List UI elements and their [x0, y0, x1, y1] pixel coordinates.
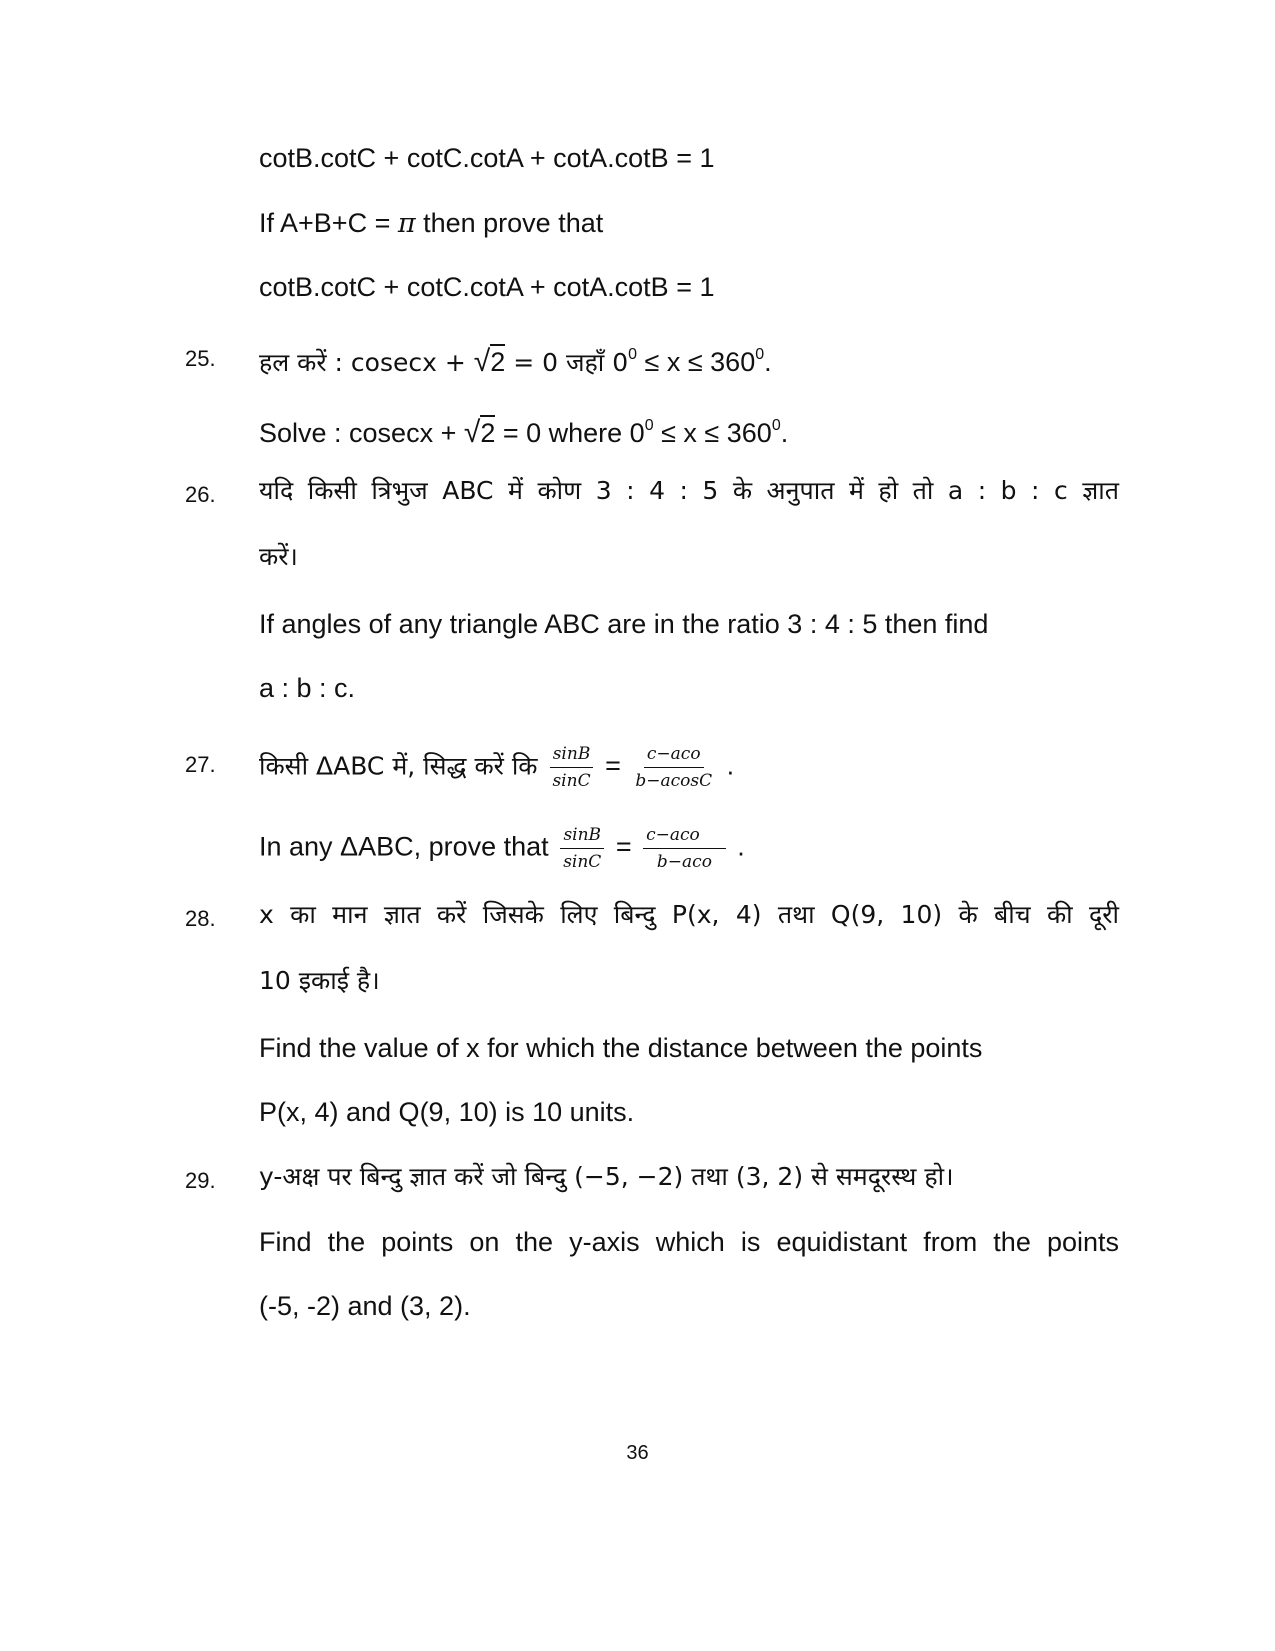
q28-hindi-line2: 10 इकाई है।	[259, 966, 380, 995]
q27-hi-end: .	[719, 750, 735, 781]
q25-english	[259, 409, 1119, 450]
q25-hi-pre: हल करें : cosecx +	[259, 348, 474, 377]
q29-english-line1: Find the points on the y-axis which is equidistant from the points	[259, 1227, 1119, 1257]
q25-hindi	[259, 338, 1119, 380]
q28-hindi-line1: x का मान ज्ञात करें जिसके लिए बिन्दु P(x, 4) तथा Q(9, 10) के बीच की दूरी	[259, 900, 1119, 929]
fraction-sinB-sinC	[549, 743, 593, 792]
q27-english	[259, 824, 1119, 873]
q27-en-pre: In any ΔABC, prove that	[259, 831, 557, 862]
q25-en-mid: = 0 where 0	[495, 418, 645, 448]
fraction-numerator: sinB	[560, 824, 604, 849]
sqrt-symbol: √2	[473, 345, 506, 378]
q25-en-end: .	[780, 418, 789, 448]
q29-hindi-line1: y-अक्ष पर बिन्दु ज्ञात करें जो बिन्दु (−5, −2) तथा (3, 2) से समदूरस्थ हो।	[259, 1162, 954, 1191]
q25-en-mid2: ≤ x ≤ 360	[653, 418, 772, 448]
question-number-28: 28.	[185, 906, 216, 931]
equals-sign: =	[597, 750, 629, 781]
identity-line-english: cotB.cotC + cotC.cotA + cotA.cotB = 1	[259, 272, 715, 302]
q25-hi-end: .	[764, 347, 772, 377]
question-number-25: 25.	[185, 346, 216, 371]
sqrt-symbol: √2	[463, 416, 496, 449]
fraction-sinB-sinC	[560, 824, 604, 873]
q27-hi-pre: किसी ΔABC में, सिद्ध करें कि	[259, 751, 546, 781]
q28-english-line1: Find the value of x for which the distance between the points	[259, 1033, 983, 1063]
fraction-denominator: b−aco	[656, 852, 712, 872]
question-number-26: 26.	[185, 482, 216, 507]
fraction-numerator: c−aco	[643, 824, 726, 849]
equals-sign: =	[608, 831, 640, 862]
q25-hi-mid2: ≤ x ≤ 360	[637, 347, 756, 377]
q28-english-line2: P(x, 4) and Q(9, 10) is 10 units.	[259, 1097, 635, 1127]
degree-sup: 0	[755, 346, 765, 363]
q26-english-line2: a : b : c.	[259, 673, 356, 703]
fraction-denominator: b−acosC	[635, 771, 713, 791]
q27-en-end: .	[729, 831, 745, 862]
fraction-denominator: sinC	[563, 852, 602, 872]
given-pre: If A+B+C =	[259, 208, 398, 238]
question-number-27: 27.	[185, 752, 216, 777]
sqrt-radicand: 2	[490, 344, 505, 377]
fraction-numerator: c−aco	[644, 743, 704, 768]
q29-english-line2: (-5, -2) and (3, 2).	[259, 1291, 471, 1321]
q27-hindi	[259, 743, 1119, 792]
fraction-numerator: sinB	[550, 743, 594, 768]
q26-hindi-line1: यदि किसी त्रिभुज ABC में कोण 3 : 4 : 5 के अनुपात में हो तो a : b : c ज्ञात	[259, 476, 1119, 505]
degree-sup: 0	[644, 417, 654, 434]
fraction-rhs	[643, 824, 726, 873]
pi-symbol: π	[397, 208, 416, 239]
fraction-denominator: sinC	[552, 771, 591, 791]
question-number-29: 29.	[185, 1168, 216, 1193]
q26-english-line1: If angles of any triangle ABC are in the ratio 3 : 4 : 5 then find	[259, 609, 989, 639]
q25-hi-mid: = 0 जहाँ 0	[505, 348, 629, 377]
sqrt-radicand: 2	[480, 415, 495, 448]
fraction-rhs	[632, 743, 715, 792]
identity-line-hindi: cotB.cotC + cotC.cotA + cotA.cotB = 1	[259, 143, 715, 173]
page-number: 36	[626, 1442, 649, 1464]
degree-sup: 0	[628, 346, 638, 363]
given-condition-line	[259, 206, 1119, 241]
q26-hindi-line2: करें।	[259, 542, 298, 571]
q25-en-pre: Solve : cosecx +	[259, 418, 464, 448]
given-post: then prove that	[415, 208, 604, 238]
degree-sup: 0	[771, 417, 781, 434]
